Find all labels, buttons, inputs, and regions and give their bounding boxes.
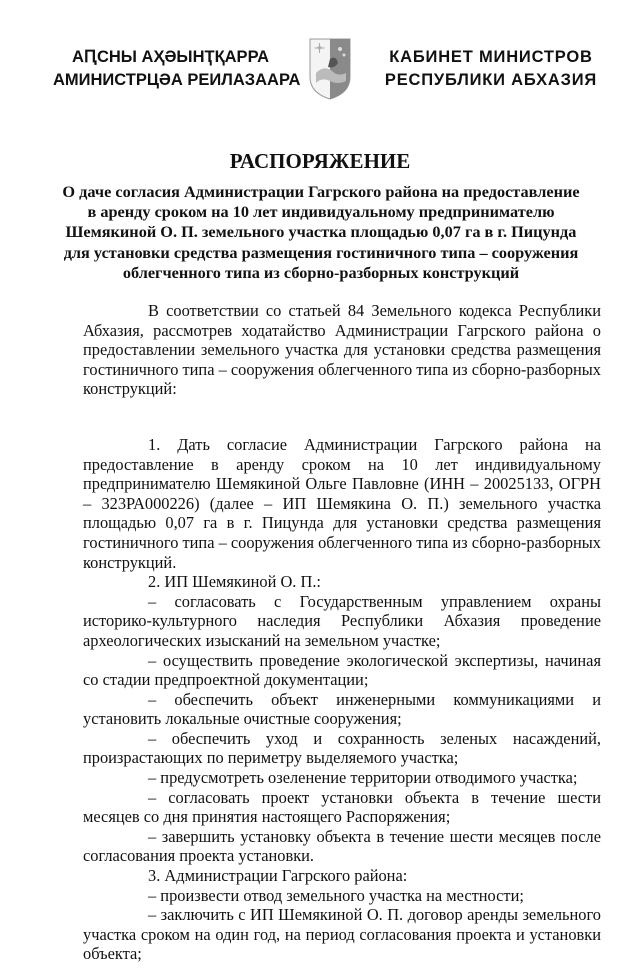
item-2: 2. ИП Шемякиной О. П.: (148, 572, 321, 592)
document-body (83, 301, 601, 964)
header-right-line2: РЕСПУБЛИКИ АБХАЗИЯ (384, 71, 598, 89)
item-2-sub: – предусмотреть озеленение территории отводимого участка; (148, 768, 578, 788)
header-russian (371, 46, 611, 92)
preamble-paragraph: В соответствии со статьей 84 Земельного кодекса Республики Абхазия, рассмотрев ходатайство Администрации Гагрского района о предоставлении земельного участка для установки средства размещения гостиничного типа – сооружения облегченного типа из сборно-разборных конструкций: (83, 301, 601, 399)
header-left-line1: АԤСНЫ АҲӘЫНҬҚАРРА (71, 48, 270, 66)
item-1: 1. Дать согласие Администрации Гагрского района на предоставление в аренду сроком на 10 лет индивидуальному предпринимателю Шемякиной Ольге Павловне (ИНН – 20025133, ОГРН – 323РА000226) (далее – ИП Шемякина О. П.) земельного участка площадью 0,07 га в г. Пицунда для установки средства размещения гостиничного типа – сооружения облегченного типа из сборно-разборных конструкций. (83, 434, 601, 572)
item-2-sub: – согласовать с Государственным управлением охраны историко-культурного наследия Республики Абхазия проведение археологических изысканий на земельном участке; (83, 591, 601, 650)
coat-of-arms-emblem (308, 37, 352, 101)
item-2-sub: – согласовать проект установки объекта в течение шести месяцев со дня принятия настоящего Распоряжения; (83, 787, 601, 827)
document-title: РАСПОРЯЖЕНИЕ (229, 149, 411, 173)
item-3-sub: – произвести отвод земельного участка на местности; (148, 885, 524, 905)
document-subtitle: О даче согласия Администрации Гагрского района на предоставление в аренду сроком на 10 лет индивидуальному предпринимателю Шемякиной О. П. земельного участка площадью 0,07 га в г. Пицунда для установки средства размещения гостиничного типа – сооружения облегченного типа из сборно-разборных конструкций (62, 182, 580, 282)
item-2-sub: – осуществить проведение экологической экспертизы, начиная со стадии предпроектной документации; (83, 650, 601, 690)
item-2-sub: – завершить установку объекта в течение шести месяцев после согласования проекта установки. (83, 826, 601, 866)
header-abkhaz (53, 46, 301, 92)
document-header (53, 36, 611, 102)
header-left-line2: АМИНИСТРЦӘА РЕИЛАЗААРА (53, 71, 301, 89)
item-3-sub: – заключить с ИП Шемякиной О. П. договор аренды земельного участка сроком на один год, на период согласования проекта и установки объекта; (83, 905, 601, 964)
item-2-sub: – обеспечить уход и сохранность зеленых насаждений, произрастающих по периметру выделяемого участка; (83, 728, 601, 768)
header-right-line1: КАБИНЕТ МИНИСТРОВ (389, 48, 593, 66)
item-3: 3. Администрации Гагрского района: (148, 866, 408, 886)
item-2-sub: – обеспечить объект инженерными коммуникациями и установить локальные очистные сооружения; (83, 689, 601, 729)
